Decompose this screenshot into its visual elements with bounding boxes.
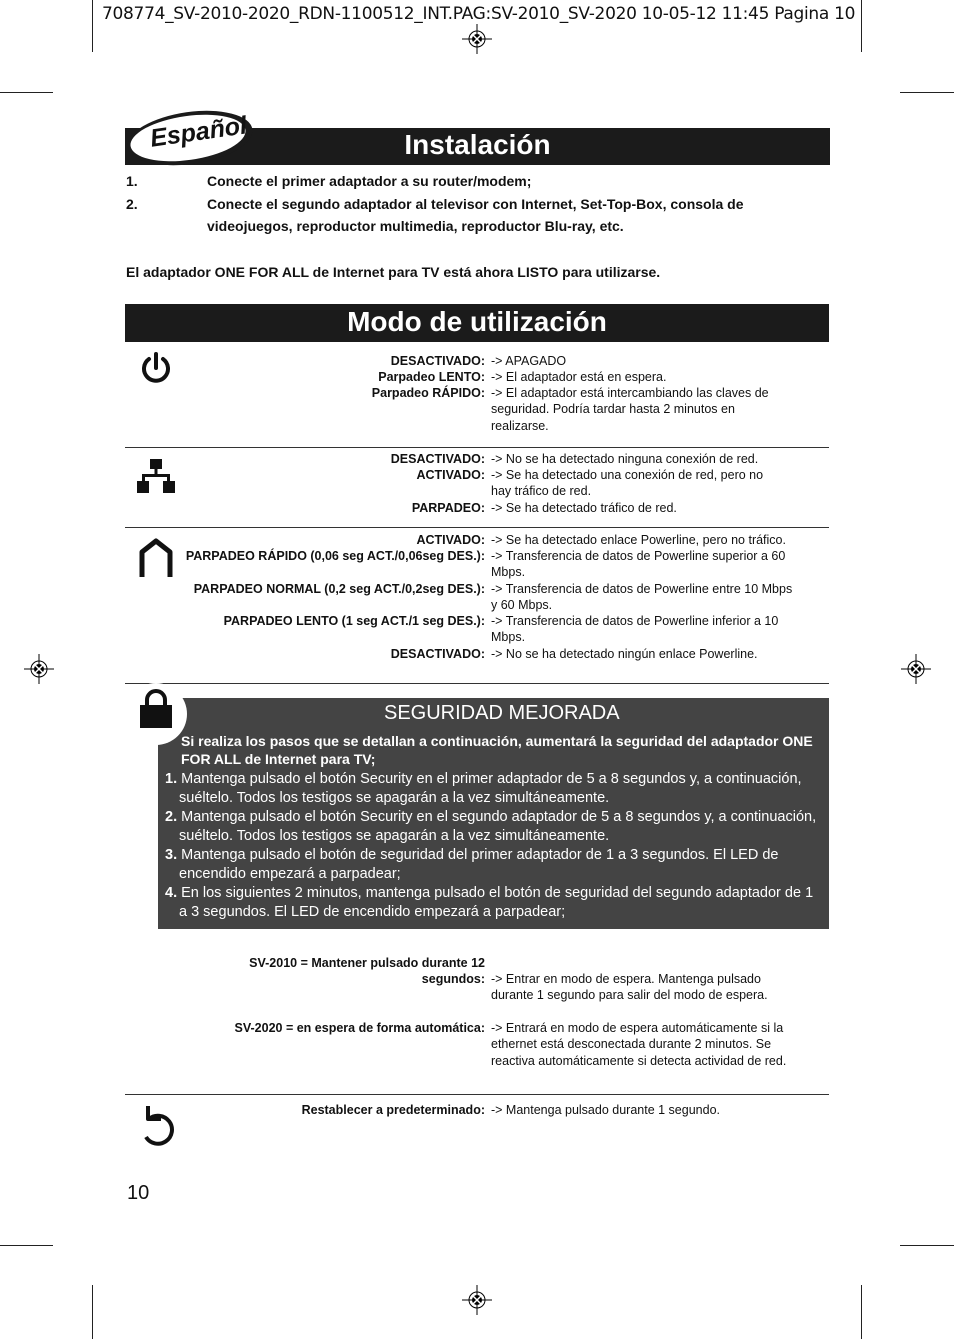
- section-divider: [125, 1094, 829, 1095]
- status-key: ACTIVADO:: [416, 533, 485, 547]
- step-number: 4.: [165, 885, 178, 901]
- status-key: PARPADEO RÁPIDO (0,06 seg ACT./0,06seg DES.):: [185, 549, 485, 563]
- step-number: 2.: [126, 196, 138, 212]
- status-key: Parpadeo LENTO:: [378, 370, 485, 384]
- step-number: 1.: [126, 173, 138, 189]
- network-led-table: [125, 451, 829, 523]
- crop-mark: [900, 92, 954, 93]
- status-key: PARPADEO:: [411, 501, 485, 515]
- registration-mark-icon: [901, 654, 931, 684]
- status-key: DESACTIVADO:: [390, 452, 485, 466]
- step-text: Conecte el primer adaptador a su router/modem;: [207, 173, 532, 189]
- section-divider: [125, 447, 829, 448]
- list-item: [165, 808, 825, 846]
- print-header: 708774_SV-2010-2020_RDN-1100512_INT.PAG:SV-2010_SV-2020 10-05-12 11:45 Pagina 10: [102, 4, 856, 24]
- section-divider: [125, 683, 829, 684]
- step-number: 1.: [165, 771, 178, 787]
- crop-mark: [861, 0, 862, 52]
- crop-mark: [0, 92, 53, 93]
- status-key: DESACTIVADO:: [390, 647, 485, 661]
- usage-title-bar: [125, 304, 829, 342]
- security-intro: Si realiza los pasos que se detallan a continuación, aumentará la seguridad del adaptador ONE FOR ALL de Internet para TV;: [181, 733, 813, 767]
- registration-mark-icon: [462, 24, 492, 54]
- powerline-led-table: [125, 532, 829, 667]
- ready-note: El adaptador ONE FOR ALL de Internet para TV está ahora LISTO para utilizarse.: [126, 264, 661, 280]
- status-value: -> Mantenga pulsado durante 1 segundo.: [491, 1103, 720, 1117]
- status-value: -> Transferencia de datos de Powerline inferior a 10 Mbps.: [491, 614, 779, 645]
- status-key: SV-2020 = en espera de forma automática:: [234, 1021, 485, 1035]
- registration-mark-icon: [462, 1285, 492, 1315]
- step-number: 2.: [165, 809, 178, 825]
- crop-mark: [0, 1245, 53, 1246]
- status-key: ACTIVADO:: [416, 468, 485, 482]
- status-value: -> Se ha detectado tráfico de red.: [491, 501, 677, 515]
- list-item: [165, 884, 825, 922]
- status-value: -> El adaptador está en espera.: [491, 370, 667, 384]
- status-key: DESACTIVADO:: [390, 354, 485, 368]
- status-value: -> Entrará en modo de espera automáticamente si la ethernet está desconectada durante 2 minutos. Se reactiva automáticamente si detecta actividad de red.: [491, 1021, 787, 1068]
- step-text: Mantenga pulsado el botón de seguridad del primer adaptador de 1 a 3 segundos. El LED de encendido empezará a parpadear;: [179, 847, 779, 882]
- status-value: -> No se ha detectado ningún enlace Powerline.: [491, 647, 758, 661]
- step-number: 3.: [165, 847, 178, 863]
- crop-mark: [92, 1285, 93, 1339]
- status-value: -> Transferencia de datos de Powerline entre 10 Mbps y 60 Mbps.: [491, 582, 793, 613]
- crop-mark: [861, 1285, 862, 1339]
- status-value: -> APAGADO: [491, 354, 567, 368]
- status-value: -> No se ha detectado ninguna conexión de red.: [491, 452, 759, 466]
- security-box: [158, 698, 829, 929]
- step-text: Mantenga pulsado el botón Security en el primer adaptador de 5 a 8 segundos y, a continuación, suéltelo. Todos los testigos se apagarán a la vez simultáneamente.: [179, 771, 802, 806]
- step-text: Mantenga pulsado el botón Security en el segundo adaptador de 5 a 8 segundos y, a continuación, suéltelo. Todos los testigos se apagarán a la vez simultáneamente.: [179, 809, 817, 844]
- list-item: [165, 846, 825, 884]
- language-tab-label: Español: [148, 111, 249, 153]
- lock-icon: [139, 689, 173, 729]
- status-key: SV-2010 = Mantener pulsado durante 12 segundos:: [249, 956, 485, 987]
- power-led-table: [125, 353, 829, 443]
- status-value: -> Se ha detectado enlace Powerline, pero no tráfico.: [491, 533, 786, 547]
- step-text: Conecte el segundo adaptador al televisor con Internet, Set-Top-Box, consola de videojuegos, reproductor multimedia, reproductor Blu-ray, etc.: [207, 196, 744, 234]
- section-divider: [125, 527, 829, 528]
- standby-table: [125, 955, 829, 1090]
- status-value: -> Entrar en modo de espera. Mantenga pulsado durante 1 segundo para salir del modo de espera.: [491, 972, 768, 1003]
- status-key: PARPADEO NORMAL (0,2 seg ACT./0,2seg DES.):: [193, 582, 485, 596]
- security-title: SEGURIDAD MEJORADA: [384, 702, 620, 724]
- step-text: En los siguientes 2 minutos, mantenga pulsado el botón de seguridad del segundo adaptador de 1 a 3 segundos. El LED de encendido empezará a parpadear;: [179, 885, 814, 920]
- registration-mark-icon: [24, 654, 54, 684]
- status-key: PARPADEO LENTO (1 seg ACT./1 seg DES.):: [223, 614, 485, 628]
- reset-row: [125, 1102, 829, 1122]
- status-value: -> El adaptador está intercambiando las claves de seguridad. Podría tardar hasta 2 minutos en realizarse.: [491, 386, 769, 433]
- status-key: Restablecer a predeterminado:: [301, 1103, 485, 1117]
- crop-mark: [92, 0, 93, 52]
- page-number: 10: [127, 1182, 150, 1204]
- installation-title: Instalación: [404, 129, 551, 160]
- usage-title: Modo de utilización: [347, 306, 607, 337]
- status-value: -> Transferencia de datos de Powerline superior a 60 Mbps.: [491, 549, 786, 580]
- status-key: Parpadeo RÁPIDO:: [371, 386, 485, 400]
- crop-mark: [900, 1245, 954, 1246]
- status-value: -> Se ha detectado una conexión de red, pero no hay tráfico de red.: [491, 468, 764, 499]
- list-item: [165, 770, 825, 808]
- installation-steps: [126, 170, 826, 240]
- security-steps: [165, 770, 825, 922]
